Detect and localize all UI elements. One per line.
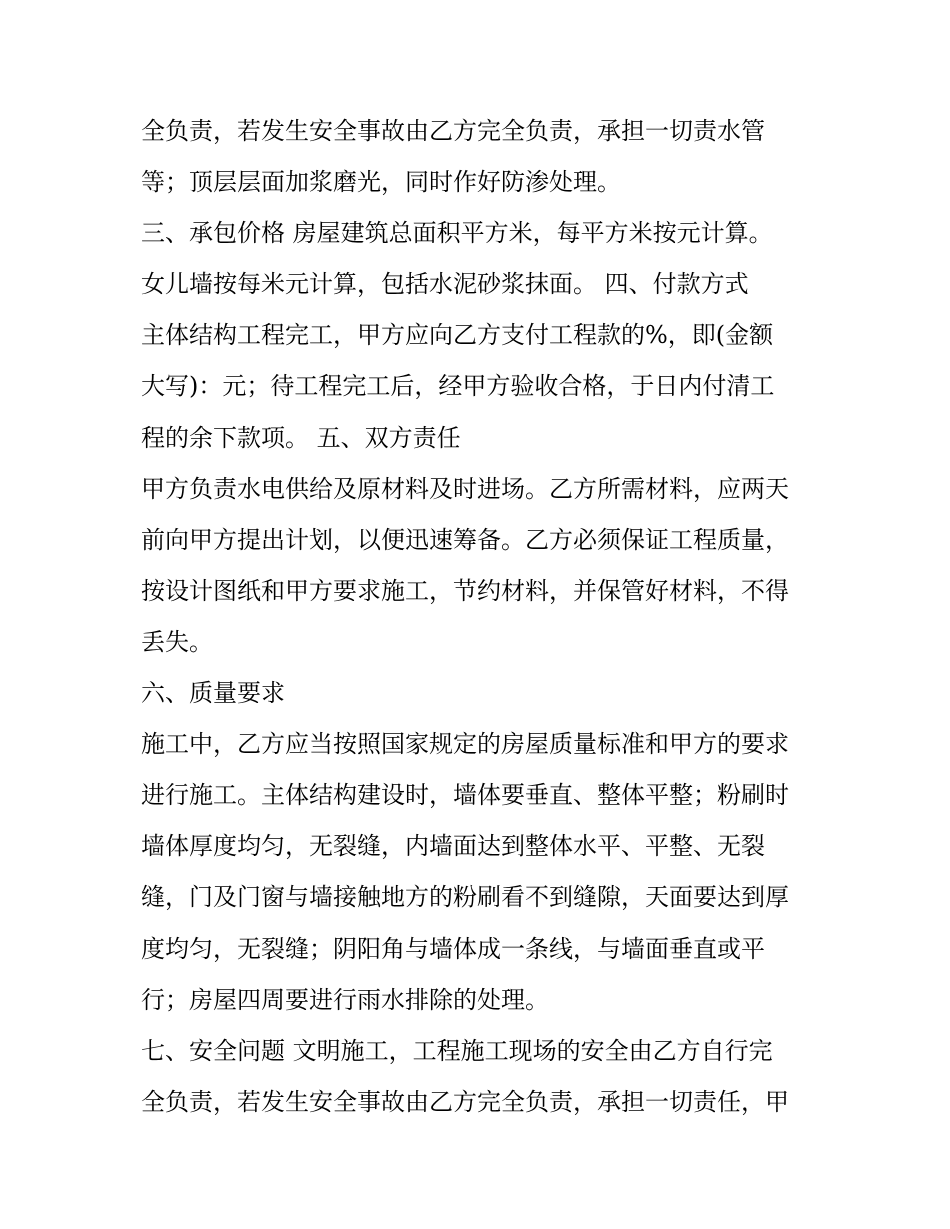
section-heading-price: 三、承包价格 房屋建筑总面积平方米，每平方米按元计算。 (141, 219, 773, 248)
text-line: 女儿墙按每米元计算，包括水泥砂浆抹面。 四、付款方式 (141, 270, 749, 299)
section-heading-safety: 七、安全问题 文明施工，工程施工现场的安全由乙方自行完 (141, 1036, 773, 1065)
text-line: 全负责，若发生安全事故由乙方完全负责，承担一切责水管 (141, 117, 765, 145)
text-line: 全负责，若发生安全事故由乙方完全负责，承担一切责任，甲 (141, 1087, 789, 1116)
section-heading-quality: 六、质量要求 (141, 679, 285, 708)
text-line: 度均匀，无裂缝；阴阳角与墙体成一条线，与墙面垂直或平 (141, 934, 765, 963)
text-line: 主体结构工程完工，甲方应向乙方支付工程款的%，即(金额 (141, 321, 774, 350)
text-line: 程的余下款项。 五、双方责任 (141, 423, 461, 452)
text-line: 墙体厚度均匀，无裂缝，内墙面达到整体水平、平整、无裂 (141, 832, 765, 861)
text-line: 等；顶层层面加浆磨光，同时作好防渗处理。 (141, 168, 621, 197)
text-line: 缝，门及门窗与墙接触地方的粉刷看不到缝隙，天面要达到厚 (141, 883, 789, 912)
text-line: 进行施工。主体结构建设时，墙体要垂直、整体平整；粉刷时 (141, 781, 789, 810)
text-line: 丢失。 (141, 627, 213, 656)
text-line: 按设计图纸和甲方要求施工，节约材料，并保管好材料，不得 (141, 576, 789, 605)
text-line: 前向甲方提出计划，以便迅速筹备。乙方必须保证工程质量， (141, 525, 789, 554)
text-line: 甲方负责水电供给及原材料及时进场。乙方所需材料，应两天 (141, 474, 789, 503)
text-line: 施工中，乙方应当按照国家规定的房屋质量标准和甲方的要求 (141, 730, 789, 759)
text-line: 行；房屋四周要进行雨水排除的处理。 (141, 985, 549, 1014)
text-line: 大写)：元；待工程完工后，经甲方验收合格，于日内付清工 (141, 372, 775, 401)
contract-text-body (141, 106, 821, 1128)
